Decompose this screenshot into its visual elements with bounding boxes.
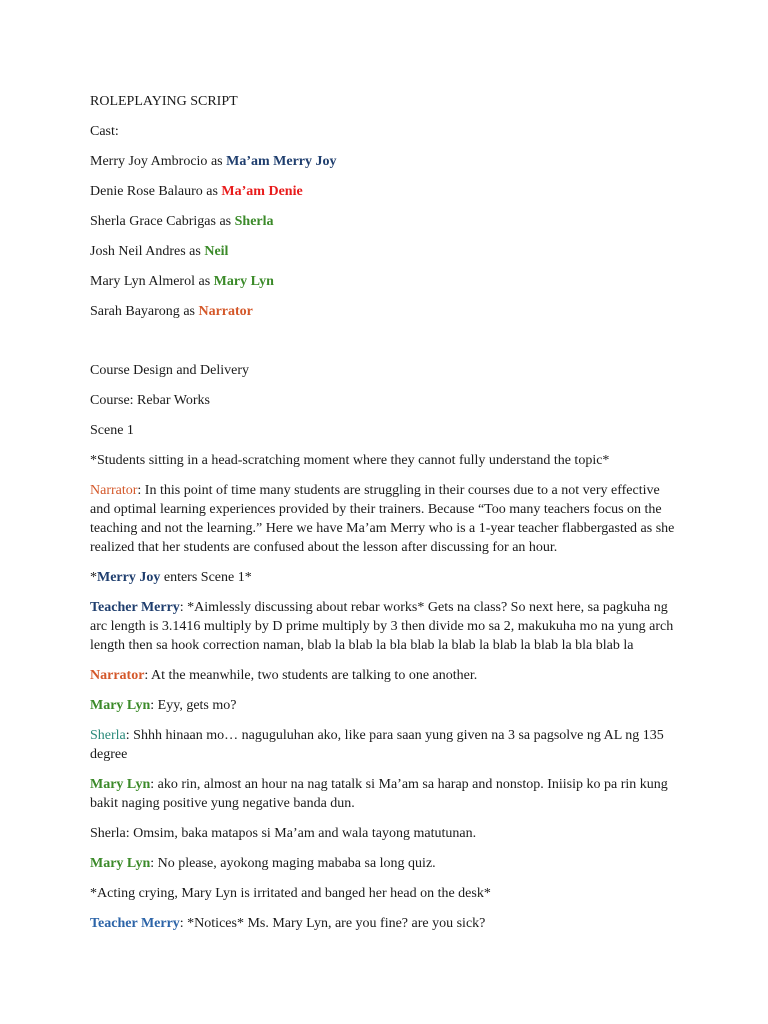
speaker-name: Narrator [90, 668, 145, 683]
cast-entry: Sarah Bayarong as Narrator [90, 304, 253, 319]
cast-role: Neil [204, 244, 229, 259]
dialogue-text: : At the meanwhile, two students are talking to one another. [144, 668, 478, 683]
dialogue-text: : *Notices* Ms. Mary Lyn, are you fine? are you sick? [179, 916, 486, 931]
dialogue-line [90, 481, 680, 557]
speaker-name: Mary Lyn [90, 856, 151, 871]
dialogue-text: : Eyy, gets mo? [150, 698, 237, 713]
dialogue-text: : *Aimlessly discussing about rebar works* Gets na class? So next here, sa pagkuha ng arc length is 3.1416 multiply by D prime multiply by 3 then divide mo sa 2, makukuha mo na yung arch length then sa hook correction naman, blab la blab la bla blab la blab la blab la blab la bla blab la [90, 600, 674, 653]
cast-entry: Denie Rose Balauro as Ma’am Denie [90, 184, 303, 199]
cast-entry: Sherla Grace Cabrigas as Sherla [90, 214, 274, 229]
cast-role: Ma’am Merry Joy [226, 154, 337, 169]
document-title: ROLEPLAYING SCRIPT [90, 94, 238, 109]
scene-heading: Scene 1 [90, 423, 134, 438]
dialogue-text: : Shhh hinaan mo… naguguluhan ako, like para saan yung given na 3 sa pagsolve ng AL ng 135 degree [90, 728, 664, 762]
speaker-name: Teacher Merry [90, 600, 180, 615]
cast-entry: Merry Joy Ambrocio as Ma’am Merry Joy [90, 154, 337, 169]
dialogue-line [90, 914, 680, 933]
cast-role: Narrator [198, 304, 253, 319]
dialogue-line [90, 598, 680, 655]
script-document [90, 92, 680, 944]
cast-role: Mary Lyn [213, 274, 274, 289]
speaker-name: Sherla [90, 728, 126, 743]
stage-direction: *Students sitting in a head-scratching moment where they cannot fully understand the topic* [90, 453, 610, 468]
dialogue-line [90, 726, 680, 764]
dialogue-line [90, 696, 680, 715]
stage-direction: *Acting crying, Mary Lyn is irritated and banged her head on the desk* [90, 886, 491, 901]
cast-label: Cast: [90, 124, 119, 139]
speaker-name: Mary Lyn [90, 777, 151, 792]
stage-direction: *Merry Joy enters Scene 1* [90, 570, 252, 585]
dialogue-line [90, 775, 680, 813]
dialogue-text: : ako rin, almost an hour na nag tatalk si Ma’am sa harap and nonstop. Iniisip ko pa rin kung bakit naging positive yung negative banda dun. [90, 777, 668, 811]
cast-role: Ma’am Denie [221, 184, 303, 199]
dialogue-line [90, 854, 680, 873]
cast-role: Sherla [234, 214, 274, 229]
course-name: Course: Rebar Works [90, 393, 210, 408]
spacer [90, 332, 680, 361]
speaker-name: Teacher Merry [90, 916, 180, 931]
speaker-name: Mary Lyn [90, 698, 151, 713]
cast-entry: Mary Lyn Almerol as Mary Lyn [90, 274, 274, 289]
dialogue-line: Sherla: Omsim, baka matapos si Ma’am and wala tayong matutunan. [90, 826, 477, 841]
speaker-name: Narrator [90, 483, 138, 498]
course-design-heading: Course Design and Delivery [90, 363, 250, 378]
dialogue-text: : No please, ayokong maging mababa sa long quiz. [150, 856, 436, 871]
cast-entry: Josh Neil Andres as Neil [90, 244, 229, 259]
dialogue-line [90, 666, 680, 685]
dialogue-text: : In this point of time many students are struggling in their courses due to a not very effective and optimal learning experiences provided by their trainers. Because “Too many teachers focus on the teaching and not the learning.” Here we have Ma’am Merry who is a 1-year teacher flabbergasted as she realized that her students are confused about the lesson after discussing for an hour. [90, 483, 675, 555]
speaker-name: Merry Joy [97, 570, 161, 585]
